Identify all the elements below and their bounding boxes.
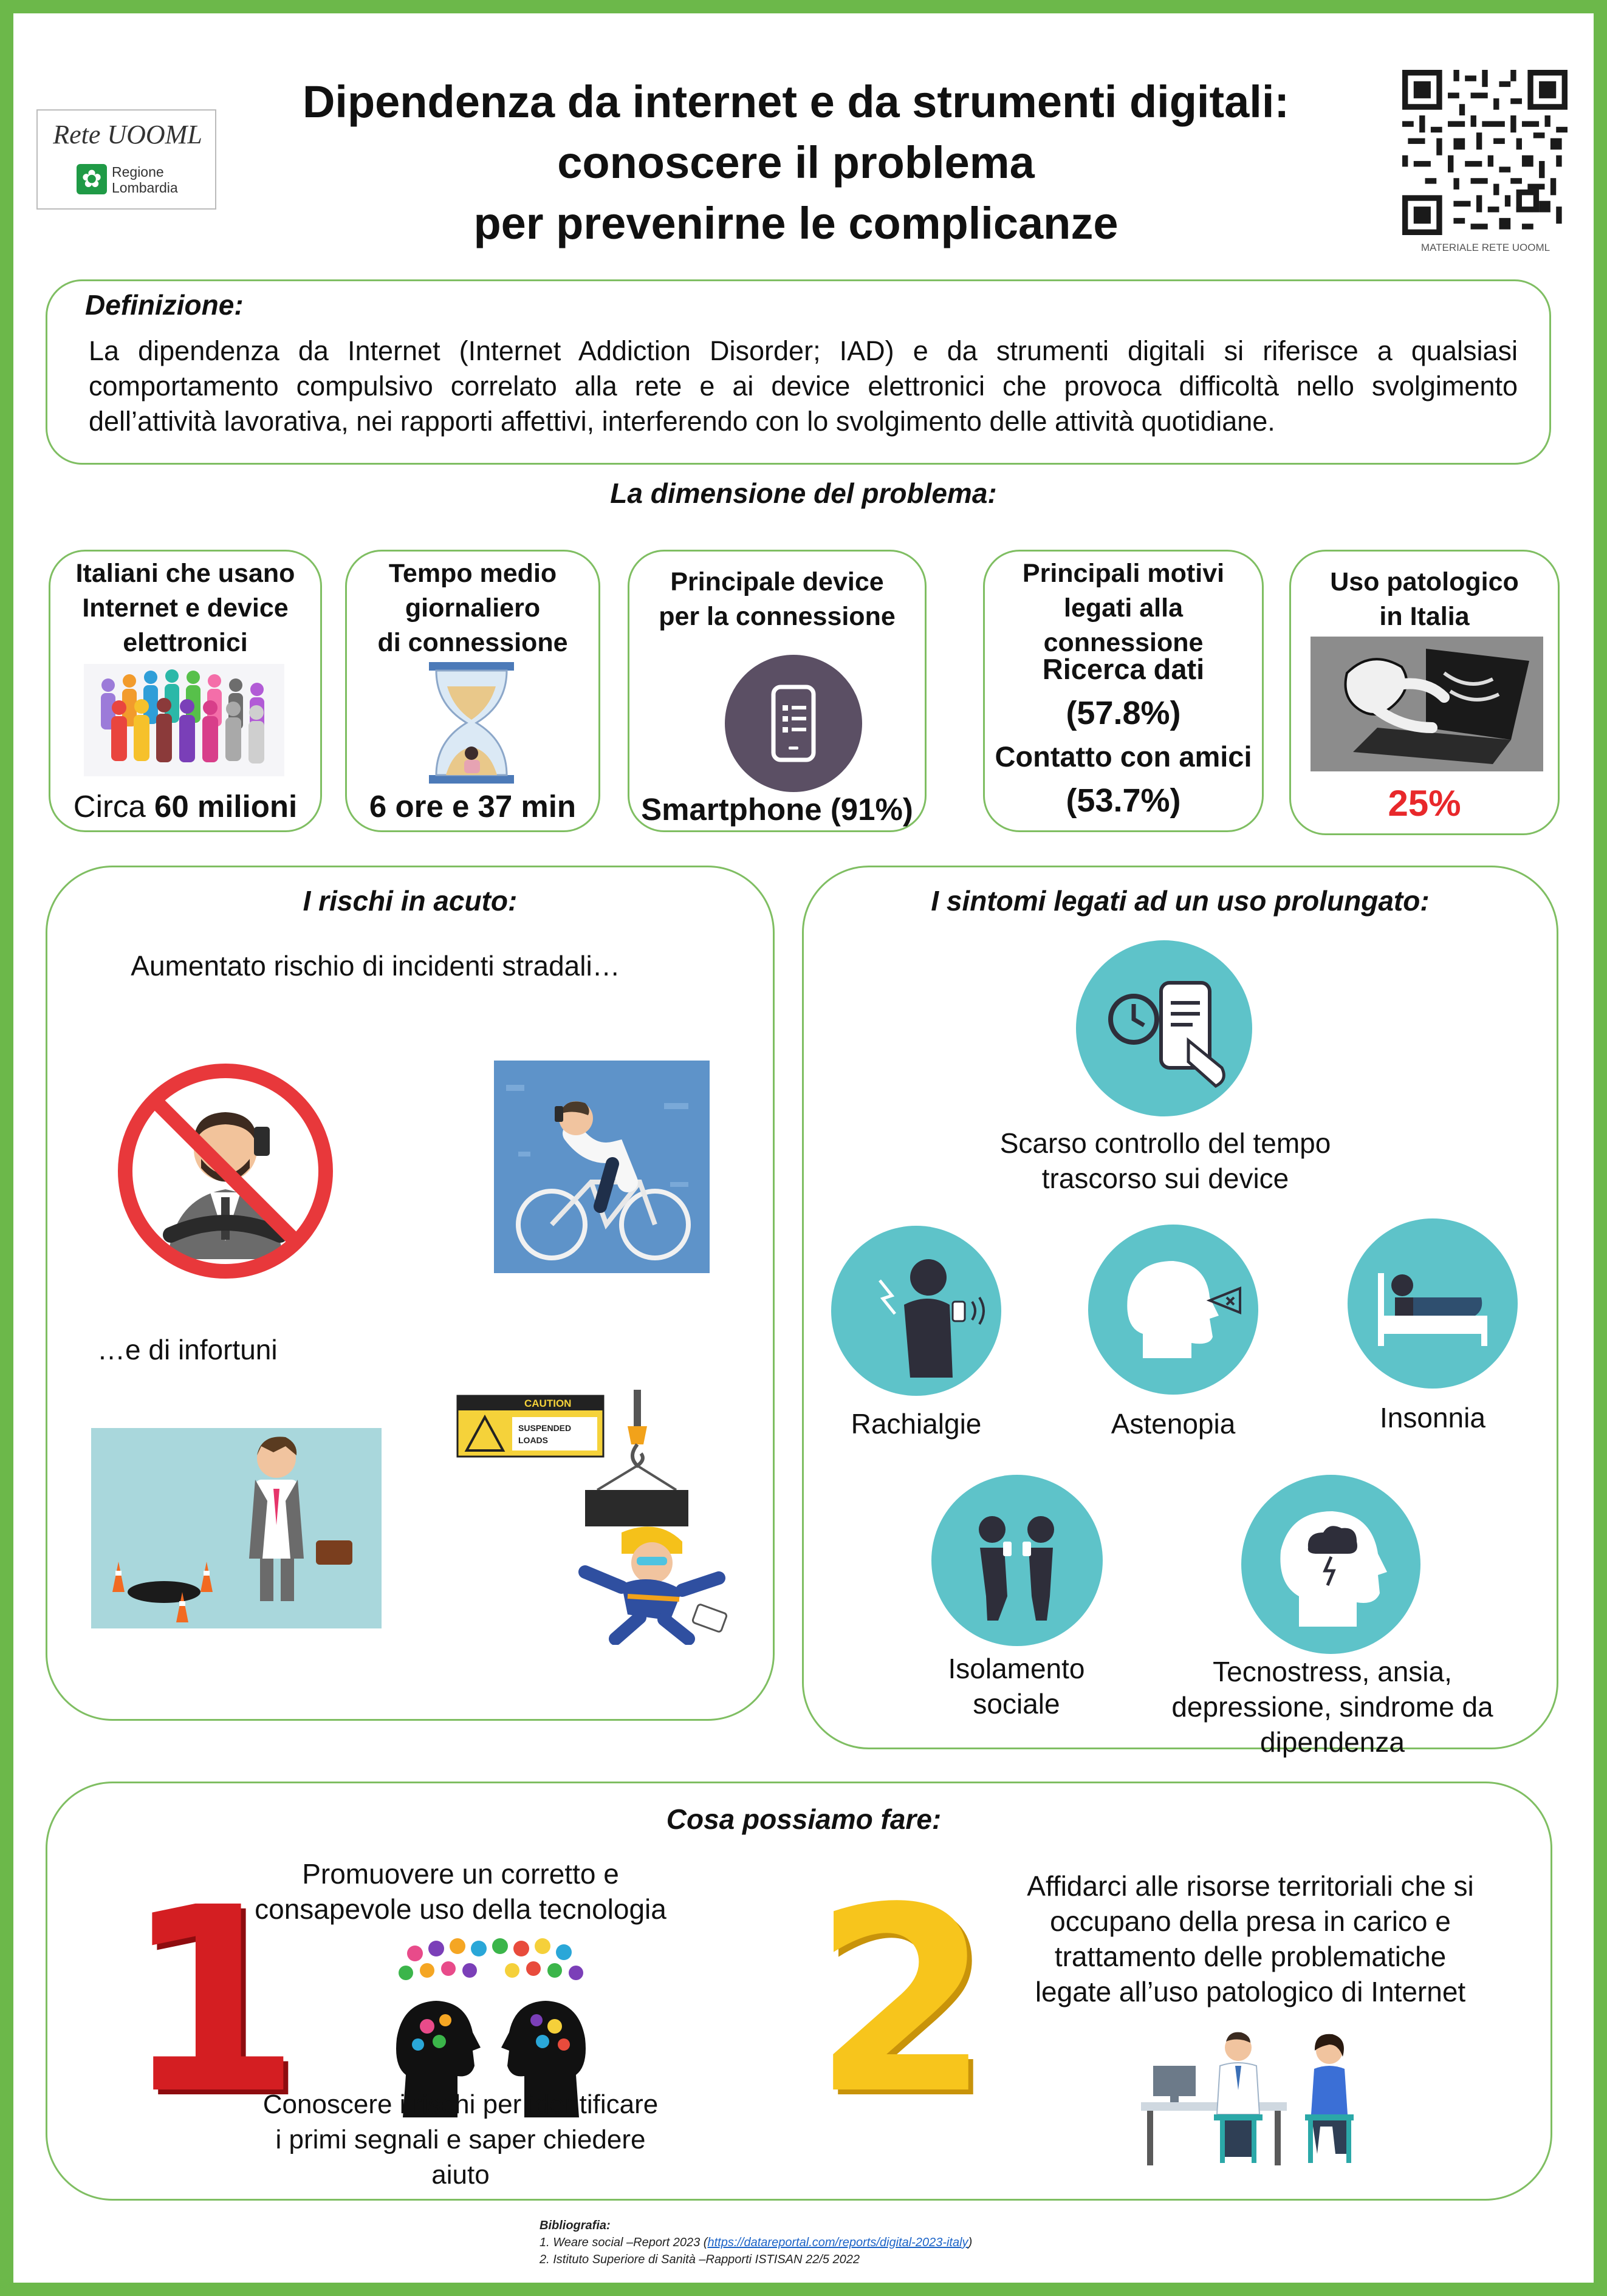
stat-card-device — [628, 550, 927, 832]
risks-box — [46, 866, 775, 1721]
qr-caption: MATERIALE RETE UOOML — [1420, 242, 1550, 253]
action-number-two: 2 — [813, 1853, 991, 2150]
cyclist-phone-icon — [494, 1061, 710, 1273]
bibliography-item: 1. Weare social –Report 2023 (https://datareportal.com/reports/digital-2023-italy) — [540, 2236, 973, 2249]
action-number-one: 1 — [123, 1853, 301, 2150]
symptom-time-control: Scarso controllo del tempo trascorso sui device — [999, 1127, 1331, 1194]
stat-card-motivations — [983, 550, 1264, 832]
motivations-list: Ricerca dati (57.8%) Contatto con amici (53.7%) — [995, 653, 1252, 819]
card-title: Uso patologico in Italia — [1330, 567, 1519, 631]
action-one-bottom-text: Conoscere i rischi per identificare i primi segnali e saper chiedere aiuto — [262, 2089, 659, 2190]
symptom-insomnia: Insonnia — [1380, 1402, 1485, 1433]
dimension-heading: La dimensione del problema: — [610, 477, 997, 509]
actions-box — [46, 1782, 1552, 2201]
time-control-icon — [1076, 940, 1252, 1116]
card-value: 25% — [1388, 783, 1461, 824]
technostress-icon — [1241, 1475, 1420, 1654]
caution-sign-title: CAUTION — [524, 1398, 572, 1409]
social-isolation-icon — [931, 1475, 1103, 1646]
symptom-technostress: Tecnostress, ansia, depressione, sindrome da dipendenza — [1171, 1656, 1493, 1758]
region-logo-text: Regione Lombardia — [112, 164, 178, 196]
card-title: Tempo medio giornaliero di connessione — [377, 559, 568, 657]
card-title: Italiani che usano Internet e device elettronici — [75, 559, 295, 657]
card-title: Principali motivi legati alla connessione — [1022, 559, 1225, 657]
symptom-social-isolation: Isolamento sociale — [948, 1653, 1085, 1720]
qr-code-icon[interactable] — [1402, 70, 1568, 235]
definition-text: La dipendenza da Internet (Internet Addiction Disorder; IAD) e da strumenti digitali si riferisce a qualsiasi comportamento compulsivo correlato alla rete e ai device elettronici che provoca difficoltà nello svolgimento dell’attività lavorativa, nei rapporti affettivi, interferendo con lo svolgimento delle attività quotidiane. — [89, 335, 1518, 437]
back-pain-icon — [831, 1226, 1001, 1396]
manhole-fall-icon — [91, 1428, 382, 1628]
page-title: Dipendenza da internet e da strumenti digitali: conoscere il problema per prevenirne le complicanze — [302, 77, 1290, 248]
action-one-text: Promuovere un corretto e consapevole uso della tecnologia — [255, 1858, 666, 1925]
bibliography-item: 2. Istituto Superiore di Sanità –Rapporti ISTISAN 22/5 2022 — [540, 2253, 860, 2266]
no-phone-driving-icon — [113, 1059, 338, 1283]
card-value: 6 ore e 37 min — [369, 789, 577, 824]
bibliography-heading: Bibliografia: — [540, 2219, 611, 2232]
caution-sign-line2: LOADS — [518, 1435, 548, 1445]
eye-strain-icon — [1088, 1225, 1258, 1395]
symptom-back-pain: Rachialgie — [851, 1408, 982, 1440]
stat-card-users — [49, 550, 322, 832]
symptoms-heading: I sintomi legati ad un uso prolungato: — [931, 885, 1430, 917]
crowd-people-icon — [84, 664, 284, 776]
smartphone-icon — [724, 654, 863, 793]
definition-heading: Definizione: — [85, 289, 244, 321]
doctor-consultation-icon — [1129, 2023, 1387, 2169]
card-value: Circa 60 milioni — [73, 789, 298, 824]
stat-card-pathological — [1289, 550, 1560, 835]
hourglass-icon — [429, 662, 514, 784]
action-two-text: Affidarci alle risorse territoriali che si occupano della presa in carico e trattamento delle problematiche legate all’uso patologico di Internet — [1027, 1870, 1474, 2007]
bibliography-link[interactable]: https://datareportal.com/reports/digital-2023-italy — [707, 2236, 968, 2249]
risks-line-road: Aumentato rischio di incidenti stradali… — [131, 950, 620, 982]
definition-box — [46, 279, 1551, 465]
bibliography — [540, 2217, 1269, 2268]
laptop-addiction-icon — [1311, 637, 1543, 771]
actions-heading: Cosa possiamo fare: — [666, 1803, 942, 1835]
stat-card-time — [345, 550, 600, 832]
symptoms-box — [802, 866, 1558, 1758]
insomnia-icon — [1348, 1218, 1518, 1389]
rete-uooml-logo — [36, 109, 216, 210]
caution-sign-line1: SUSPENDED — [518, 1423, 572, 1433]
symptom-eye-strain: Astenopia — [1111, 1408, 1236, 1440]
risks-line-injuries: …e di infortuni — [97, 1334, 278, 1365]
construction-accident-icon — [451, 1390, 737, 1645]
regione-lombardia-icon: ✿ — [77, 164, 107, 194]
card-value: Smartphone (91%) — [641, 792, 913, 827]
card-title: Principale device per la connessione — [659, 567, 896, 631]
risks-heading: I rischi in acuto: — [303, 885, 518, 917]
logo-text: Rete UOOML — [53, 120, 202, 149]
